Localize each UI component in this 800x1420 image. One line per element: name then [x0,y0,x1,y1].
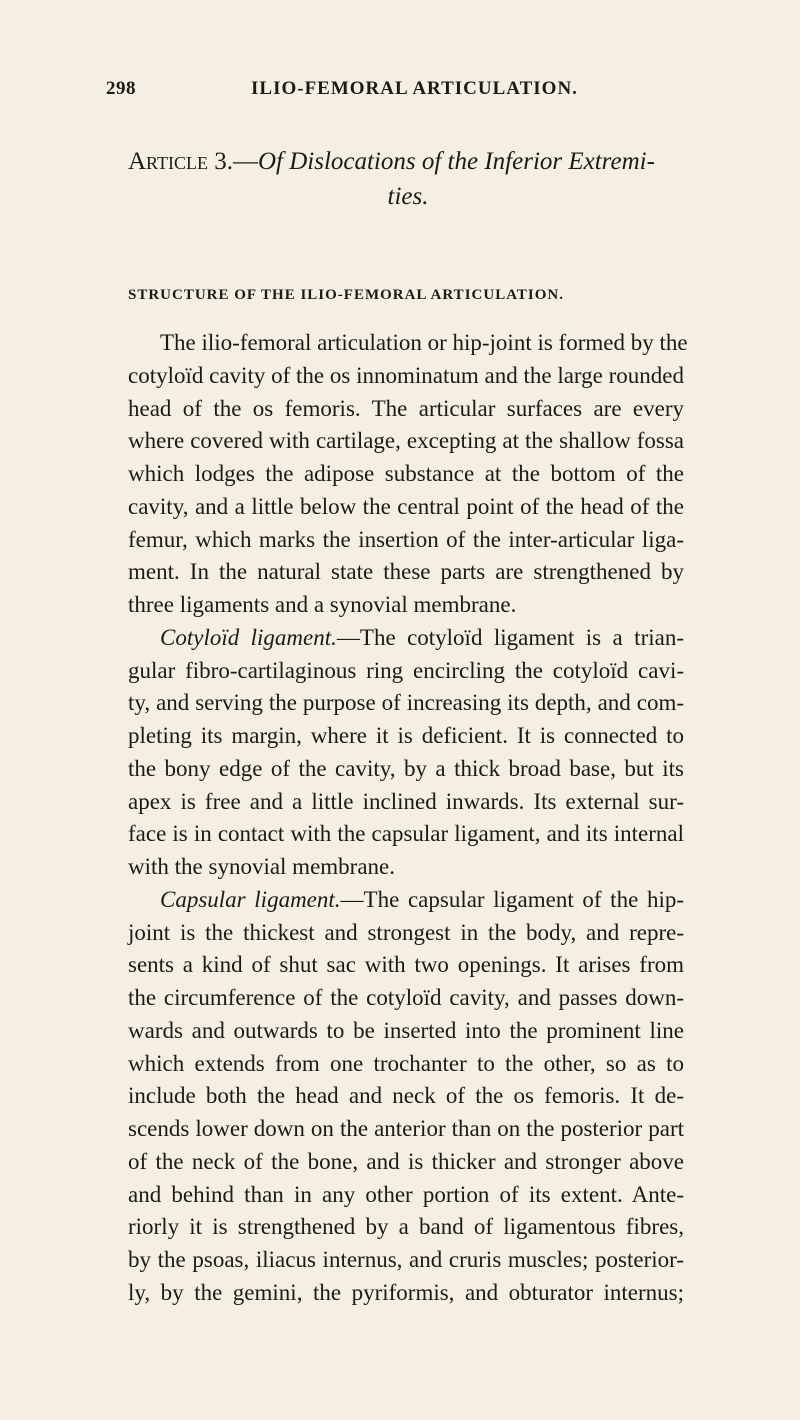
text-line: ty, and serving the purpose of increasing its depth, and com- [128,690,684,716]
text-line: the bony edge of the cavity, by a thick broad base, but its [128,755,684,781]
text-line: sents a kind of shut sac with two openings. It arises from [128,952,684,978]
text-line: face is in contact with the capsular ligament, and its internal [128,821,684,847]
body-text [128,327,688,1310]
paragraph-hip-joint [128,327,688,622]
text-line: The ilio-femoral articulation or hip-joint is formed by the [160,330,688,355]
article-title-line2: ties. [387,183,429,210]
paragraph-cotyloid-ligament [128,622,684,884]
text-line: the circumference of the cotyloïd cavity, and passes down- [128,985,684,1010]
text-line: apex is free and a little inclined inwards. Its external sur- [128,788,684,814]
article-title-line1: Of Dislocations of the Inferior Extremi- [257,148,655,175]
text-line: include both the head and neck of the os femoris. It de- [128,1083,684,1109]
text-line: cotyloïd cavity of the os innominatum and the large rounded [128,362,684,388]
text-line: scends lower down on the anterior than on the posterior part [128,1116,684,1141]
text-line: femur, which marks the insertion of the inter-articular liga- [128,526,684,552]
text-line: where covered with cartilage, excepting at the shallow fossa [128,428,684,454]
text-line: riorly it is strengthened by a band of ligamentous fibres, [128,1214,684,1240]
article-heading [128,144,688,214]
text-line: wards and outwards to be inserted into the prominent line [128,1017,684,1043]
text-line: Capsular ligament.—The capsular ligament of the hip- [160,886,684,912]
text-line: by the psoas, iliacus internus, and cruris muscles; posterior- [128,1247,684,1272]
text-line: which lodges the adipose substance at the bottom of the [128,461,684,486]
running-title: ILIO-FEMORAL ARTICULATION. [251,78,578,99]
text-line: head of the os femoris. The articular surfaces are every [128,395,684,421]
text-line: ly, by the gemini, the pyriformis, and obturator internus; [128,1279,684,1305]
text-line: pleting its margin, where it is deficient. It is connected to [128,723,684,748]
cotyloid-ligament-heading: Cotyloïd ligament. [160,624,337,650]
text-line: Cotyloïd ligament.—The cotyloïd ligament is a trian- [160,624,684,650]
text-line: with the synovial membrane. [128,854,395,879]
text-line: and behind than in any other portion of its extent. Ante- [128,1181,684,1207]
text-line: ment. In the natural state these parts are strengthened by [128,559,684,585]
page-number: 298 [106,78,136,99]
text-line: gular fibro-cartilaginous ring encircling the cotyloïd cavi- [128,657,684,683]
text-line: of the neck of the bone, and is thicker and stronger above [128,1148,684,1174]
text-line: joint is the thickest and strongest in the body, and repre- [128,919,684,945]
text-line: which extends from one trochanter to the other, so as to [128,1050,684,1076]
section-heading: STRUCTURE OF THE ILIO-FEMORAL ARTICULATION. [128,287,565,303]
paragraph-capsular-ligament [128,884,684,1310]
article-label: Article [128,148,208,175]
capsular-ligament-heading: Capsular ligament. [160,886,341,912]
text-line: three ligaments and a synovial membrane. [128,592,517,617]
text-line: cavity, and a little below the central point of the head of the [128,493,684,519]
article-number: 3.— [207,148,258,175]
